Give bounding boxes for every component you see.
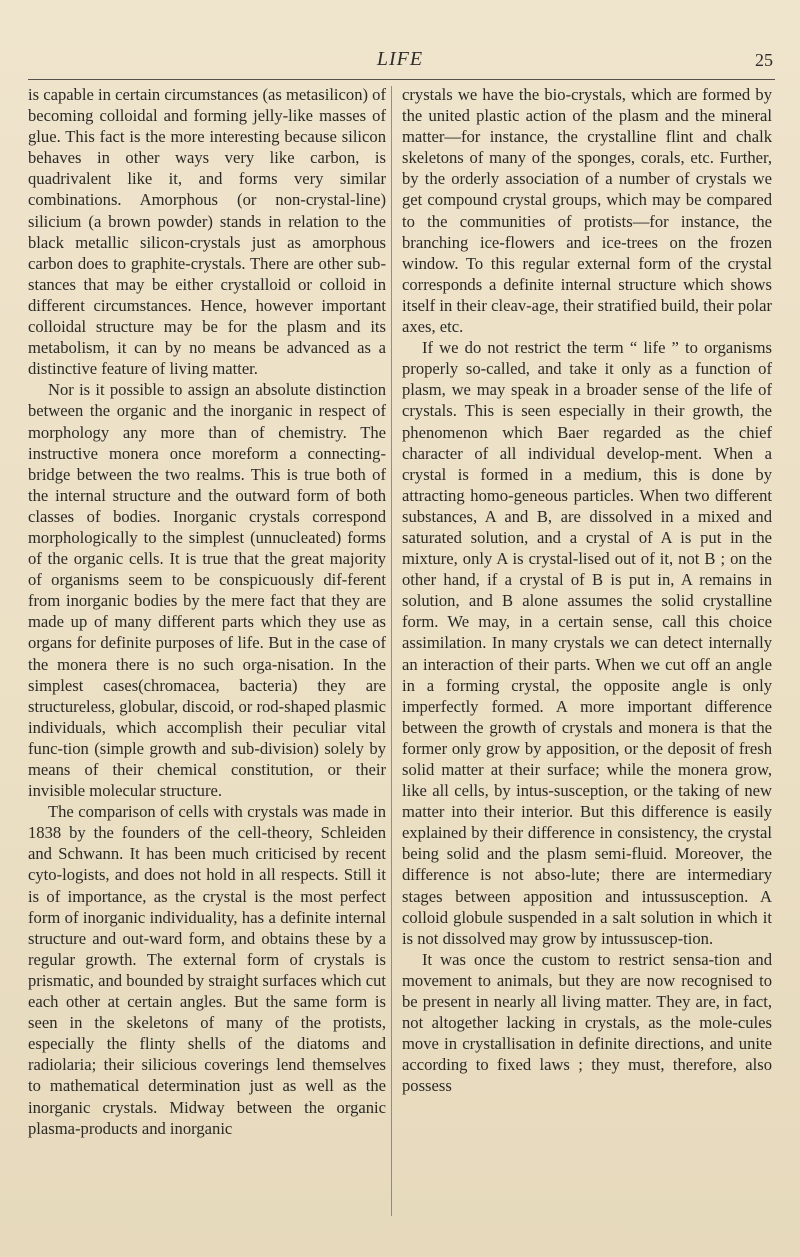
left-column [28, 84, 386, 1139]
page-number: 25 [755, 50, 773, 70]
right-paragraph-1: crystals we have the bio-crystals, which are formed by the united plastic action of the plasm and the mineral matter—for instance, the crystalline flint and chalk skeletons of many of the sponges, corals, etc. Further, by the orderly association of a number of crystals we get compound crystal groups, which may be compared to the communities of protists—for instance, the branching ice-flowers and ice-trees on the frozen window. To this regular external form of the crystal corresponds a definite internal structure which shows itself in their cleav-age, their stratified build, their polar axes, etc. [402, 85, 772, 337]
column-divider [391, 86, 392, 1216]
running-head [0, 48, 800, 76]
right-column [402, 84, 772, 1097]
running-title: LIFE [376, 48, 424, 70]
right-paragraph-3: It was once the custom to restrict sensa-tion and movement to animals, but they are now recognised to be present in nearly all living matter. They are, in fact, not altogether lacking in crystals, as the mole-cules move in crystallisation in definite directions, and unite according to fixed laws ; they must, therefore, also possess [402, 949, 772, 1096]
left-paragraph-2: Nor is it possible to assign an absolute distinction between the organic and the inorganic in respect of morphology any more than of chemistry. The instructive monera once moreform a connecting-bridge between the two realms. This is true both of the internal structure and the outward form of both classes of bodies. Inorganic crystals correspond morphologically to the simplest (unnucleated) forms of the organic cells. It is true that the great majority of organisms seem to be conspicuously dif-ferent from inorganic bodies by the mere fact that they are made up of many different parts which they use as organs for definite purposes of life. But in the case of the monera there is no such orga-nisation. In the simplest cases(chromacea, bacteria) they are structureless, globular, discoid, or rod-shaped plasmic individuals, which accomplish their peculiar vital func-tion (simple growth and sub-division) solely by means of their chemical constitution, or their invisible molecular structure. [28, 380, 386, 801]
header-rule [28, 79, 775, 80]
left-paragraph-3: The comparison of cells with crystals was made in 1838 by the founders of the cell-theory, Schleiden and Schwann. It has been much criticised by recent cyto-logists, and does not hold in all respects. Still it is of importance, as the crystal is the most perfect form of inorganic individuality, has a definite internal structure and out-ward form, and obtains these by a regular growth. The external form of crystals is prismatic, and bounded by straight surfaces which cut each other at certain angles. But the same form is seen in the skeletons of many of the protists, especially the flinty shells of the diatoms and radiolaria; their silicious coverings lend themselves to mathematical determination just as well as the inorganic crystals. Midway between the organic plasma-products and inorganic [28, 802, 386, 1138]
right-paragraph-2: If we do not restrict the term “ life ” to organisms properly so-called, and take it only as a function of plasm, we may speak in a broader sense of the life of crystals. This is seen especially in their growth, the phenomenon which Baer regarded as the chief character of all individual develop-ment. When a crystal is formed in a medium, this is done by attracting homo-geneous particles. When two different substances, A and B, are dissolved in a mixed and saturated solution, and a crystal of A is put in the mixture, only A is crystal-lised out of it, not B ; on the other hand, if a crystal of B is put in, A remains in solution, and B alone assumes the solid crystalline form. We may, in a certain sense, call this choice assimilation. In many crystals we can detect internally an interaction of their parts. When we cut off an angle in a forming crystal, the opposite angle is only imperfectly formed. A more important difference between the growth of crystals and monera is that the former only grow by apposition, or the deposit of fresh solid matter at their surface; while the monera grow, like all cells, by intus-susception, or the taking of new matter into their interior. But this difference is easily explained by their difference in consistency, the crystal being solid and the plasm semi-fluid. Moreover, the difference is not abso-lute; there are intermediary stages between apposition and intussusception. A colloid globule suspended in a salt solution in which it is not dissolved may grow by intussuscep-tion. [402, 338, 772, 948]
left-paragraph-1: is capable in certain circumstances (as metasilicon) of becoming colloidal and forming jelly-like masses of glue. This fact is the more interesting because silicon behaves in other ways very like carbon, is quadrivalent like it, and forms very similar combinations. Amorphous (or non-crystal-line) silicium (a brown powder) stands in relation to the black metallic silicon-crystals just as amorphous carbon does to graphite-crystals. There are other sub-stances that may be either crystalloid or colloid in different circumstances. Hence, however important colloidal structure may be for the plasm and its metabolism, it can by no means be advanced as a distinctive feature of living matter. [28, 85, 386, 379]
